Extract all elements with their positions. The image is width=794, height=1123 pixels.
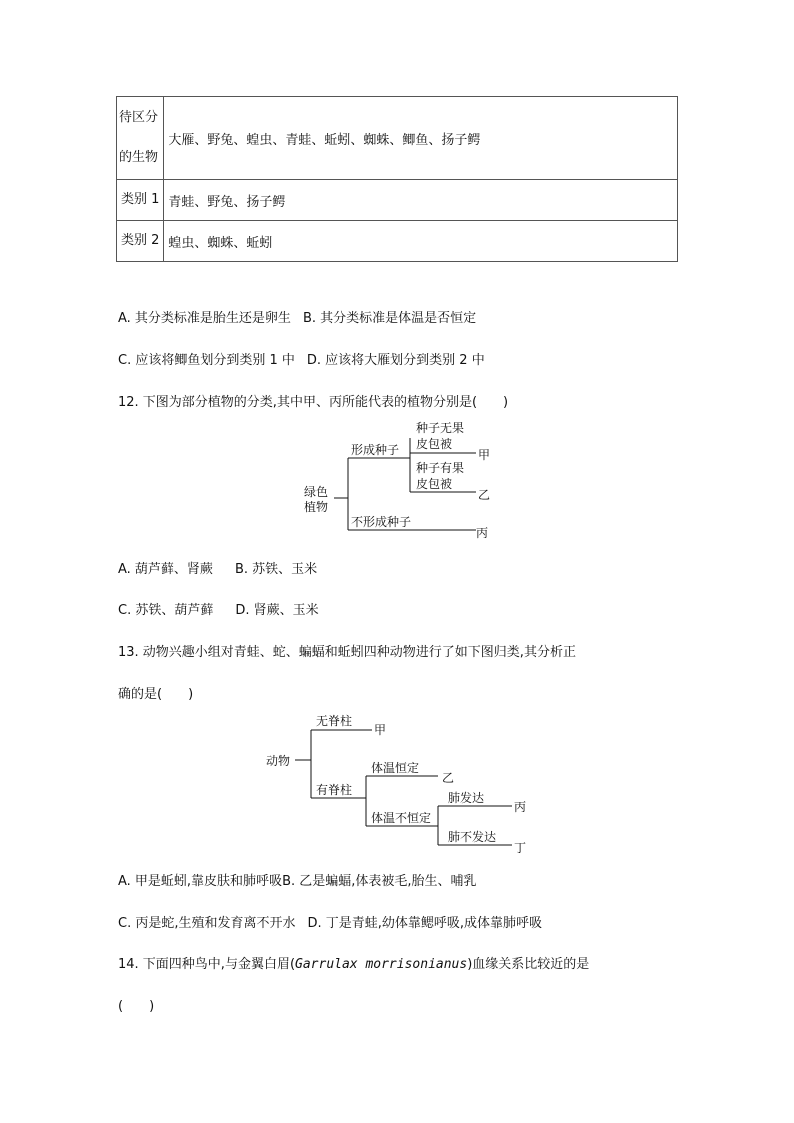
table-row: [117, 180, 678, 221]
table-row: [117, 97, 678, 180]
option-b[interactable]: B. 乙是蝙蝠,体表被毛,胎生、哺乳: [282, 874, 477, 889]
classification-table: [116, 96, 678, 262]
animal-classification-diagram: [262, 710, 542, 858]
plant-classification-diagram: [300, 418, 500, 544]
option-b[interactable]: B. 其分类标准是体温是否恒定: [302, 311, 477, 326]
table-cell: 青蛙、野兔、扬子鳄: [164, 180, 678, 221]
q13-stem-line2: 确的是( ): [118, 687, 194, 702]
yi-label: 乙: [478, 488, 491, 502]
table-cell: 蝗虫、蜘蛛、蚯蚓: [164, 221, 678, 262]
bing-label: 丙: [476, 526, 489, 540]
table-header-cell: 类别 2: [117, 221, 164, 262]
table-row: [117, 221, 678, 262]
q14-stem-pre: 14. 下面四种鸟中,与金翼白眉(: [118, 957, 296, 972]
option-c[interactable]: C. 丙是蛇,生殖和发育离不开水: [118, 916, 296, 931]
option-b[interactable]: B. 苏铁、玉米: [234, 562, 318, 577]
q13-options-row1: [118, 870, 477, 889]
leaf-yi-label: 种子有果: [416, 461, 465, 475]
leaf-jia-label: 皮包被: [416, 437, 453, 451]
cold-blooded-label: 体温不恒定: [371, 811, 432, 825]
option-d[interactable]: D. 肾蕨、玉米: [235, 603, 319, 618]
q13-options-row2: [118, 912, 542, 931]
q11-options-row1: [118, 307, 476, 326]
option-a[interactable]: A. 其分类标准是胎生还是卵生: [118, 311, 291, 326]
root-label: 动物: [266, 754, 291, 768]
option-a[interactable]: A. 葫芦藓、肾蕨: [118, 562, 213, 577]
header-line: 待区分: [119, 110, 159, 125]
warm-blooded-label: 体温恒定: [371, 761, 420, 775]
branch-seed-label: 形成种子: [351, 443, 400, 457]
lung-undeveloped-label: 肺不发达: [448, 830, 497, 844]
ding-label: 丁: [514, 841, 527, 855]
table-cell: 大雁、野兔、蝗虫、青蛙、蚯蚓、蜘蛛、鲫鱼、扬子鳄: [164, 97, 678, 180]
option-d[interactable]: D. 应该将大雁划分到类别 2 中: [306, 353, 485, 368]
option-c[interactable]: C. 应该将鲫鱼划分到类别 1 中: [118, 353, 295, 368]
q14-latin-name: Garrulax morrisonianus: [295, 957, 468, 972]
leaf-jia-label: 种子无果: [416, 421, 465, 435]
jia-label: 甲: [478, 448, 491, 462]
branch-noseed-label: 不形成种子: [351, 515, 412, 529]
bing-label: 丙: [514, 800, 527, 814]
vertebrate-label: 有脊柱: [316, 783, 353, 797]
q14-stem-post: )血缘关系比较近的是: [467, 957, 590, 972]
q12-options-row2: [118, 599, 319, 618]
q12-options-row1: [118, 558, 317, 577]
option-c[interactable]: C. 苏铁、葫芦藓: [118, 603, 214, 618]
jia-label: 甲: [374, 723, 387, 737]
invertebrate-label: 无脊柱: [316, 714, 353, 728]
q13-stem-line1: 13. 动物兴趣小组对青蛙、蛇、蝙蝠和蚯蚓四种动物进行了如下图归类,其分析正: [118, 645, 576, 660]
q14-stem-line2: ( ): [118, 999, 155, 1014]
leaf-yi-label: 皮包被: [416, 477, 453, 491]
lung-developed-label: 肺发达: [448, 791, 485, 805]
option-a[interactable]: A. 甲是蚯蚓,靠皮肤和肺呼吸: [118, 874, 283, 889]
table-header-cell: 类别 1: [117, 180, 164, 221]
root-label: 植物: [304, 500, 329, 514]
option-d[interactable]: D. 丁是青蛙,幼体靠鳃呼吸,成体靠肺呼吸: [307, 916, 543, 931]
root-label: 绿色: [304, 485, 329, 499]
header-line: 的生物: [119, 150, 159, 165]
q12-stem: 12. 下图为部分植物的分类,其中甲、丙所能代表的植物分别是( ): [118, 395, 509, 410]
yi-label: 乙: [442, 771, 455, 785]
q11-options-row2: [118, 349, 485, 368]
q14-stem-line1: [118, 953, 589, 972]
table-header-cell: [117, 97, 164, 180]
